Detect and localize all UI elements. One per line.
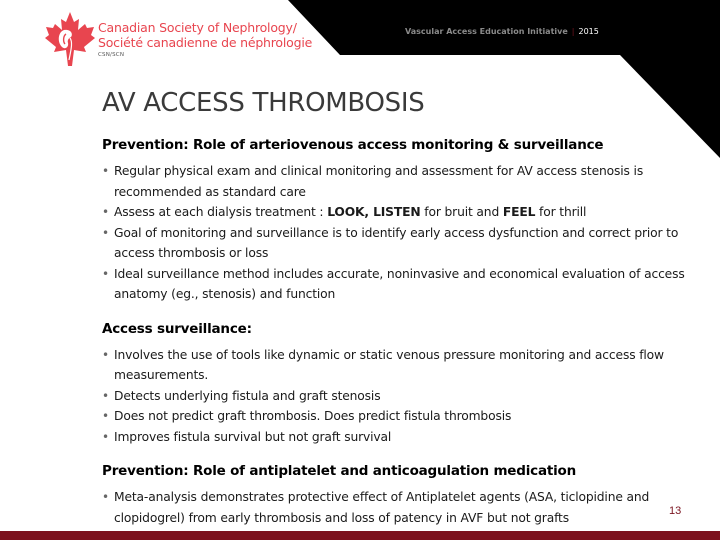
bullet-emphasis: FEEL xyxy=(502,205,536,219)
header-tagline xyxy=(405,27,599,36)
slide-title: AV ACCESS THROMBOSIS xyxy=(102,88,425,118)
list-item xyxy=(102,202,692,223)
footer-bar xyxy=(0,531,720,540)
list-item: • Goal of monitoring and surveillance is to identify early access dysfunction and correct prior to access thrombosis or loss xyxy=(102,223,692,264)
section-heading-antiplatelet: Prevention: Role of antiplatelet and anticoagulation medication xyxy=(102,463,577,479)
list-item: • Improves fistula survival but not graft survival xyxy=(102,427,692,448)
section-heading-surveillance: Access surveillance: xyxy=(102,320,252,337)
bullet-emphasis: LOOK, LISTEN xyxy=(327,205,421,219)
list-item: • Meta-analysis demonstrates protective effect of Antiplatelet agents (ASA, ticlopidine and clopidogrel) from early thrombosis and loss of patency in AVF but not grafts xyxy=(102,487,692,528)
surveillance-bullet-list xyxy=(102,345,692,448)
list-item: • Does not predict graft thrombosis. Does predict fistula thrombosis xyxy=(102,406,692,427)
bullet-text: Assess at each dialysis treatment : xyxy=(114,205,328,219)
bullet-text: for bruit and xyxy=(420,205,503,219)
page-number: 13 xyxy=(669,505,682,517)
slide-content xyxy=(102,137,692,544)
bullet-text: for thrill xyxy=(535,205,587,219)
initiative-name: Vascular Access Education Initiative xyxy=(405,27,568,36)
logo-name-french: Société canadienne de néphrologie xyxy=(98,35,313,50)
monitoring-bullet-list xyxy=(102,161,692,305)
tagline-separator: | xyxy=(571,27,575,36)
list-item: • Detects underlying fistula and graft stenosis xyxy=(102,386,692,407)
logo-name-english: Canadian Society of Nephrology/ xyxy=(98,20,297,35)
list-item: • Ideal surveillance method includes accurate, noninvasive and economical evaluation of access anatomy (eg., stenosis) and function xyxy=(102,264,692,305)
year-label: 2015 xyxy=(578,27,599,36)
list-item: • Regular physical exam and clinical monitoring and assessment for AV access stenosis is recommended as standard care xyxy=(102,161,692,202)
logo-abbreviation: CSN/SCN xyxy=(98,52,125,58)
csn-logo xyxy=(44,10,313,70)
maple-leaf-kidney-icon xyxy=(44,10,96,68)
antiplatelet-bullet-list xyxy=(102,487,692,528)
section-heading-monitoring: Prevention: Role of arteriovenous access monitoring & surveillance xyxy=(102,137,604,153)
list-item: • Involves the use of tools like dynamic or static venous pressure monitoring and access flow measurements. xyxy=(102,345,692,386)
